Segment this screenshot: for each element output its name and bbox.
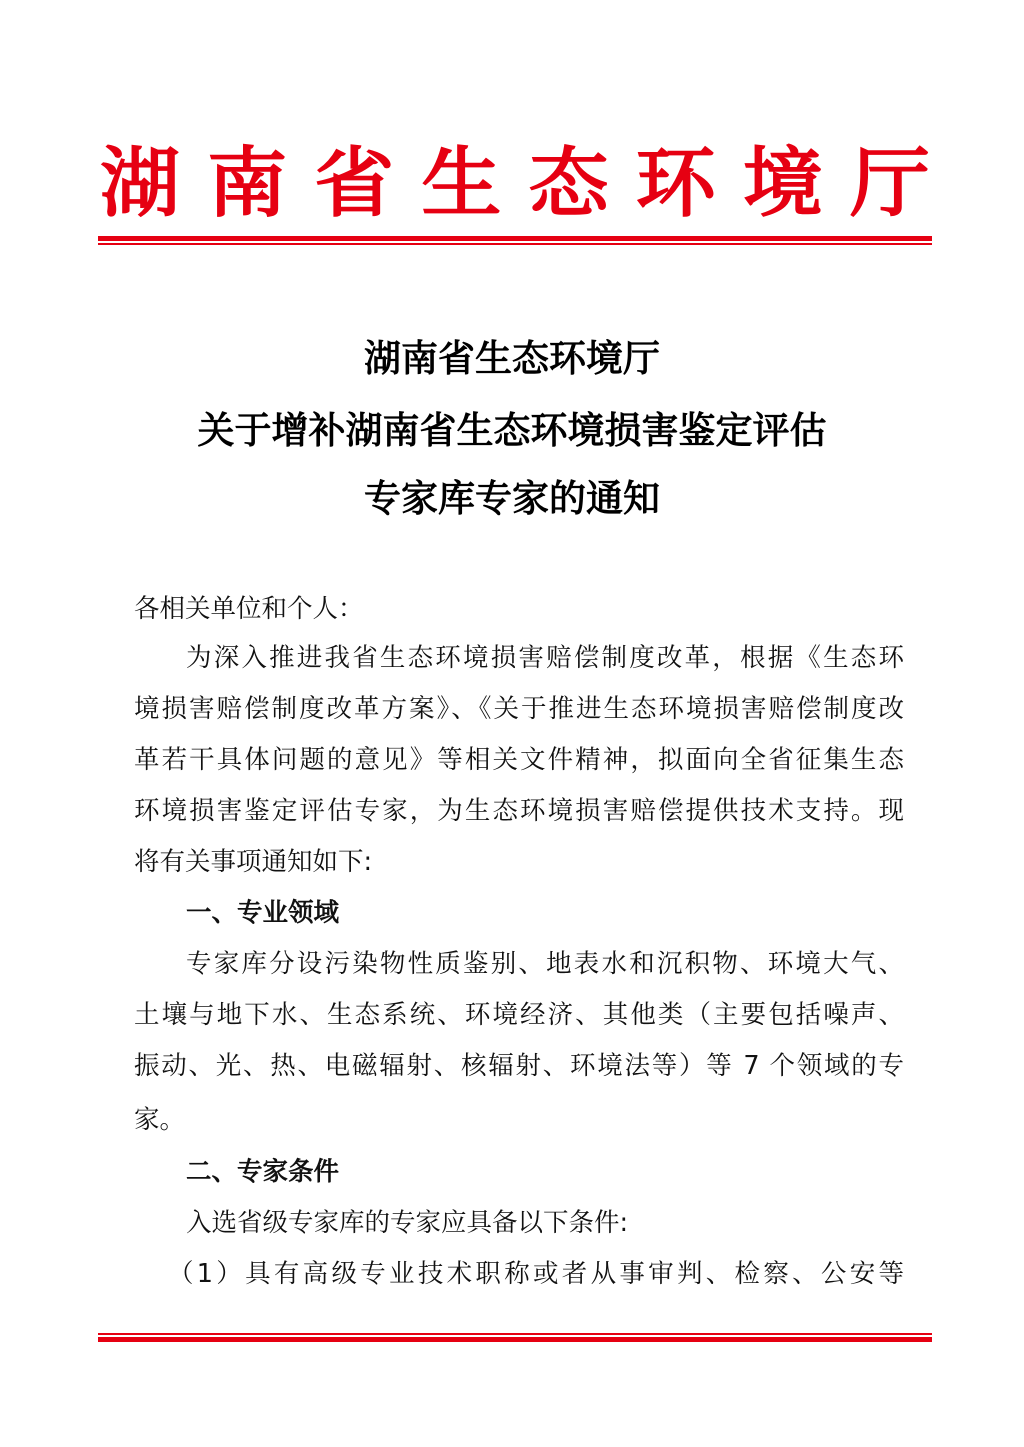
masthead-char: 南: [207, 138, 288, 228]
masthead-title: [100, 138, 930, 228]
document-title-line-1: 湖南省生态环境厅: [364, 336, 660, 380]
paragraph-2-line: 家。: [134, 1105, 186, 1135]
masthead-char: 省: [314, 138, 395, 228]
masthead-char: 环: [635, 138, 716, 228]
section-heading-1: 一、专业领域: [186, 898, 340, 928]
paragraph-3-line: 入选省级专家库的专家应具备以下条件:: [186, 1208, 629, 1238]
masthead-char: 生: [421, 138, 502, 228]
paragraph-2-line: 土壤与地下水、生态系统、环境经济、其他类（主要包括噪声、: [134, 1000, 904, 1030]
footer-red-rule: [98, 1333, 932, 1342]
paragraph-1-line: 革若干具体问题的意见》等相关文件精神，拟面向全省征集生态: [134, 745, 904, 775]
section-heading-2: 二、专家条件: [186, 1157, 340, 1187]
masthead-char: 态: [528, 138, 609, 228]
masthead-char: 境: [742, 138, 823, 228]
paragraph-1-line: 将有关事项通知如下:: [134, 847, 373, 877]
paragraph-1-line: 为深入推进我省生态环境损害赔偿制度改革，根据《生态环: [186, 643, 904, 673]
paragraph-4-line: （1）具有高级专业技术职称或者从事审判、检察、公安等: [168, 1259, 904, 1289]
paragraph-1-line: 环境损害鉴定评估专家，为生态环境损害赔偿提供技术支持。现: [134, 796, 904, 826]
salutation: 各相关单位和个人：: [134, 594, 364, 624]
header-red-rule: [98, 236, 932, 245]
masthead-char: 湖: [100, 138, 180, 228]
masthead-char: 厅: [849, 138, 930, 228]
paragraph-2-line: 专家库分设污染物性质鉴别、地表水和沉积物、环境大气、: [186, 949, 904, 979]
paragraph-2-line: 振动、光、热、电磁辐射、核辐射、环境法等）等 7 个领域的专: [134, 1051, 904, 1081]
document-title-line-3: 专家库专家的通知: [364, 476, 660, 520]
document-title-line-2: 关于增补湖南省生态环境损害鉴定评估: [197, 408, 827, 452]
paragraph-1-line: 境损害赔偿制度改革方案》、《关于推进生态环境损害赔偿制度改: [134, 694, 904, 724]
